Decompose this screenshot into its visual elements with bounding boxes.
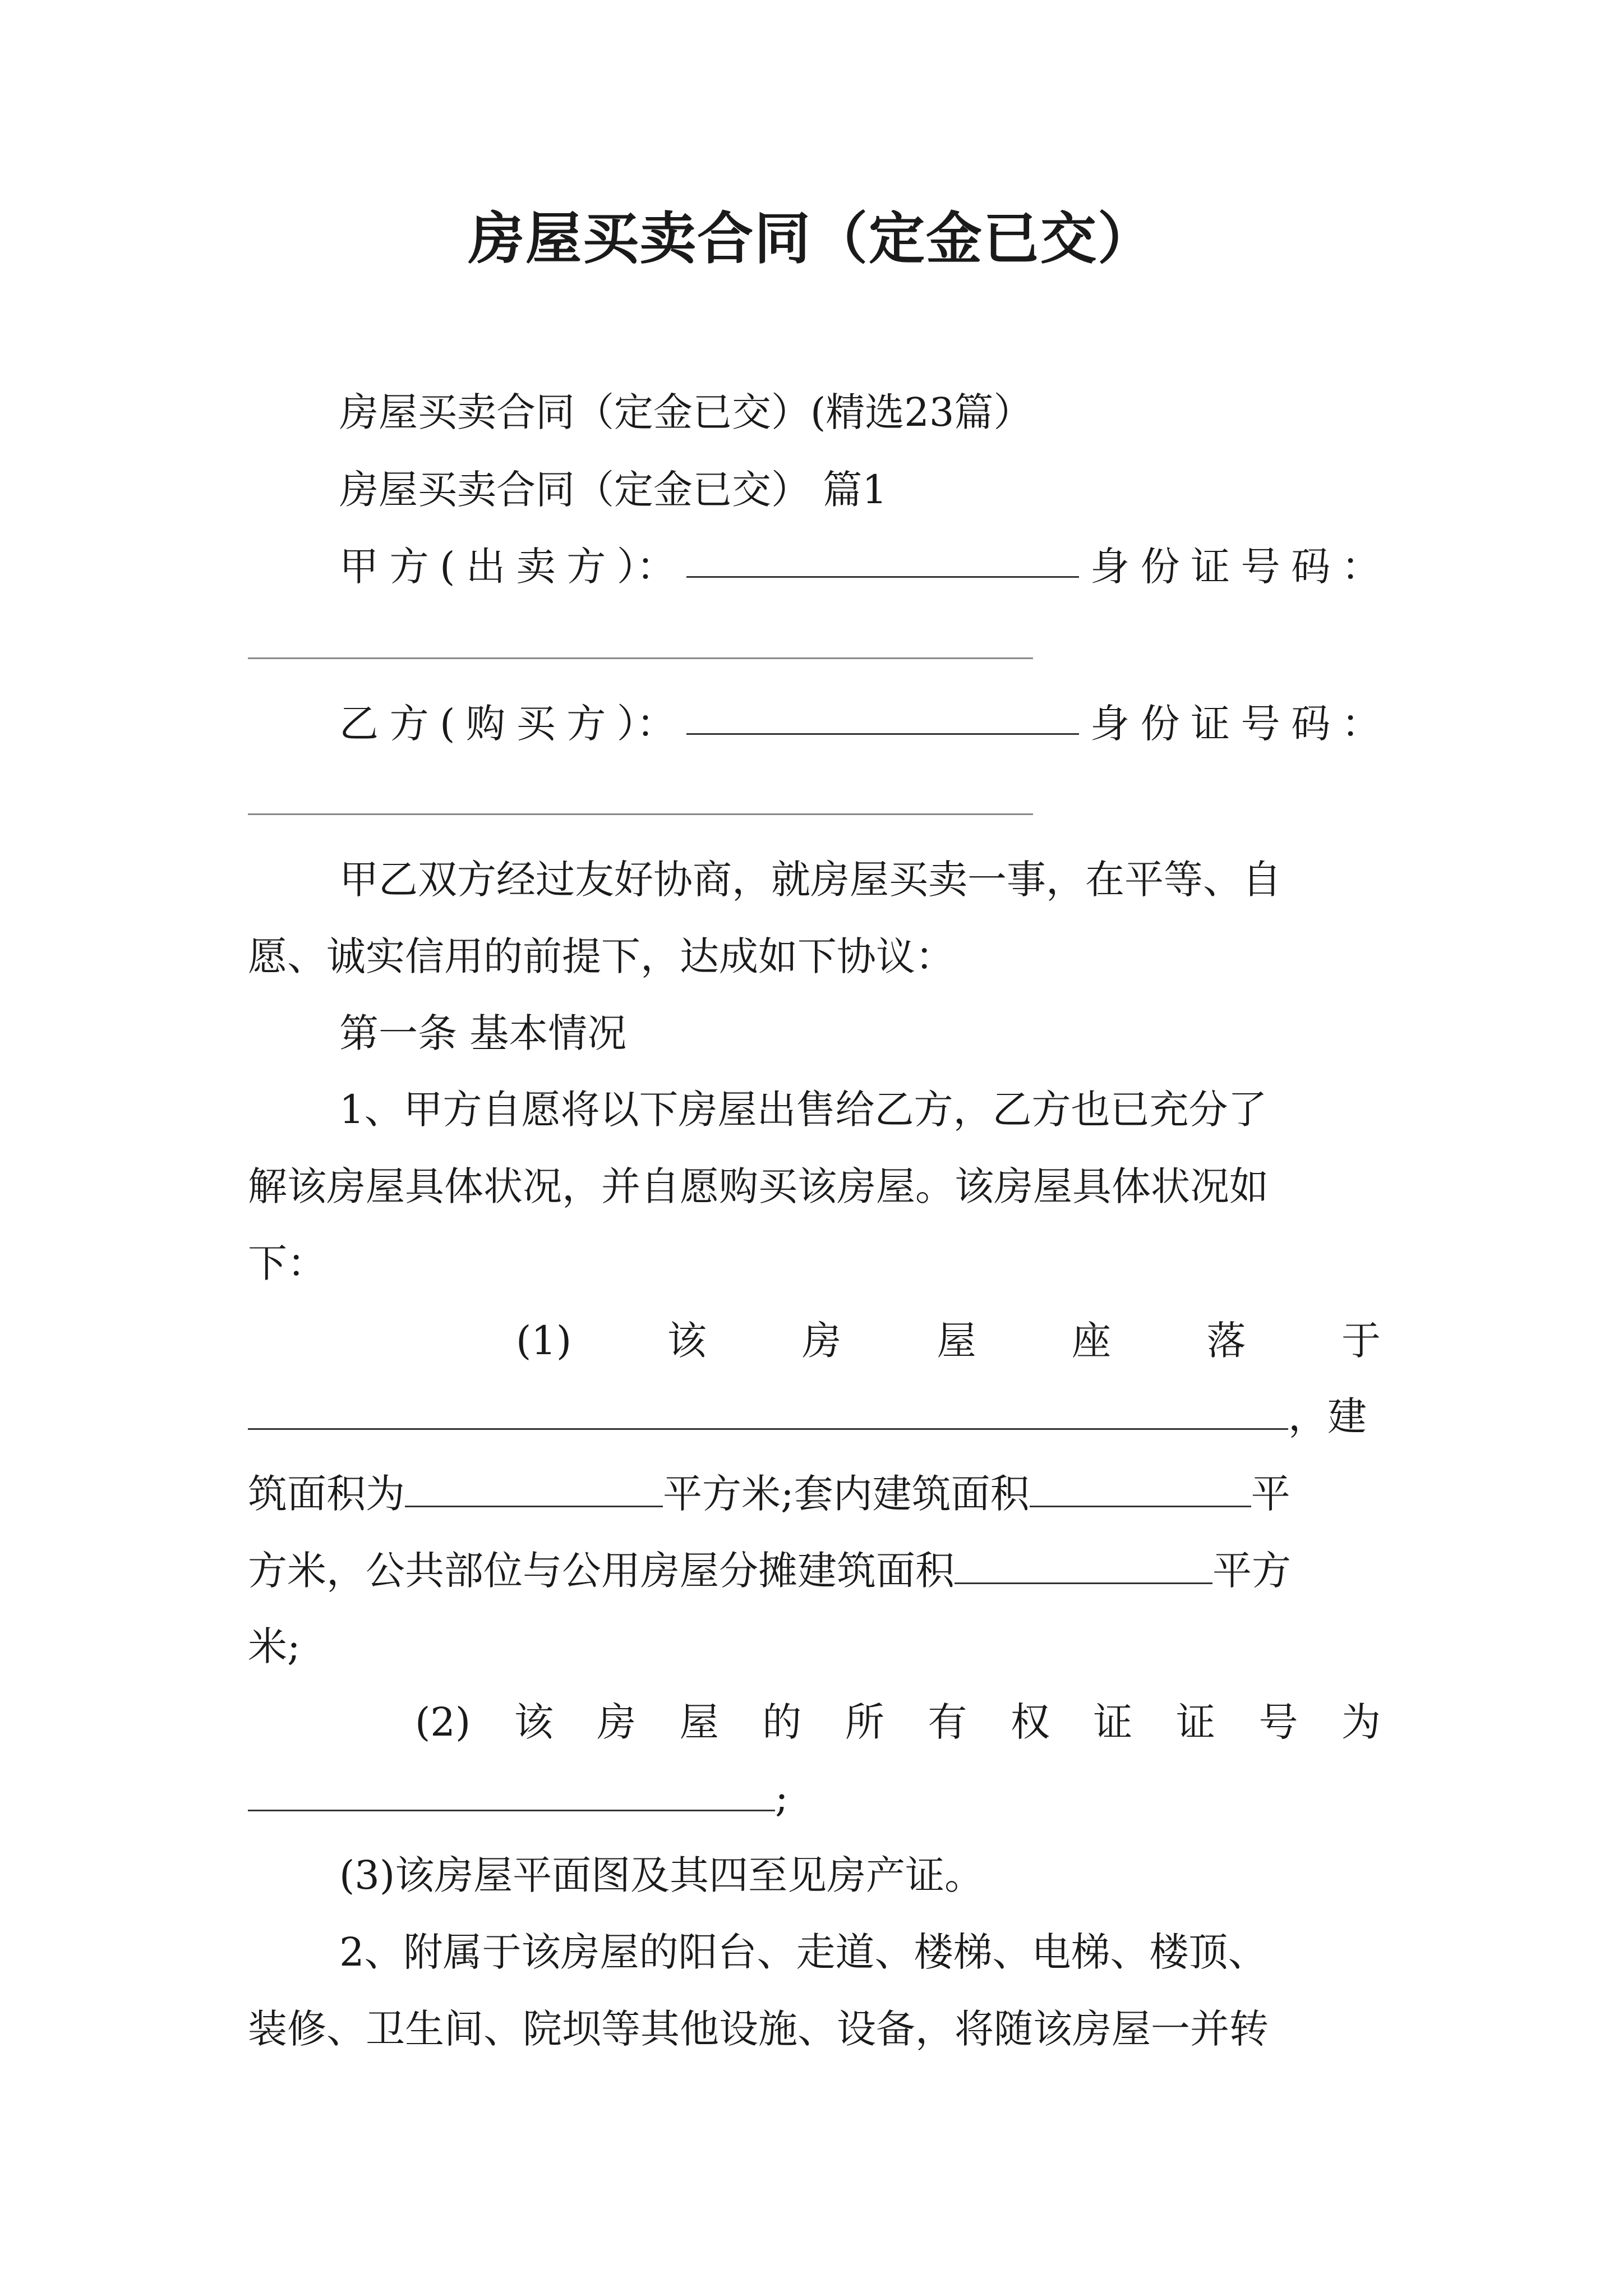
document-subtitle: 房屋买卖合同（定金已交）(精选23篇） (339, 389, 1033, 435)
item-1-char: 座 (1072, 1318, 1112, 1364)
item-2-char: 为 (1341, 1699, 1381, 1745)
party-b-char: 买 (516, 701, 556, 747)
party-a-char: 方 (389, 544, 429, 590)
inner-area-label: 平方米;套内建筑面积 (663, 1471, 1030, 1517)
item-1-line-3 (248, 1469, 1381, 1519)
certificate-number-blank (248, 1775, 775, 1811)
party-b-char: ）： (616, 701, 676, 747)
item-1-char: 该 (667, 1318, 707, 1364)
item-1-line-4 (248, 1545, 1381, 1596)
item-1-line-5: 米; (248, 1623, 301, 1669)
chapter-heading: 房屋买卖合同（定金已交） 篇1 (339, 467, 887, 513)
party-b-char: 乙 (339, 701, 379, 747)
item-2-line-2 (248, 1773, 1381, 1823)
item-2-char: 屋 (679, 1699, 719, 1745)
party-b-id-blank (248, 813, 1033, 815)
party-a-char: 号 (1241, 544, 1280, 590)
item-2-tail: ; (775, 1775, 789, 1821)
item-1-char: 落 (1206, 1318, 1246, 1364)
intro-line-2: 愿、诚实信用的前提下，达成如下协议： (248, 933, 955, 979)
party-a-char: ( (440, 544, 455, 590)
p2-line-1: 2、附属于该房屋的阳台、走道、楼梯、电梯、楼顶、 (339, 1929, 1267, 1975)
party-a-char: 份 (1140, 544, 1180, 590)
party-a-char: 出 (466, 544, 506, 590)
item-1-char: (1) (516, 1318, 572, 1364)
item-2-char: (2) (415, 1699, 471, 1745)
item-2-char: 证 (1175, 1699, 1215, 1745)
party-a-char: 甲 (339, 544, 379, 590)
item-1-char: 于 (1341, 1318, 1381, 1364)
party-a-name-blank (686, 541, 1079, 578)
item-2-char: 房 (597, 1699, 637, 1745)
party-b-char: 证 (1191, 701, 1230, 747)
party-a-char: 证 (1191, 544, 1230, 590)
party-b-char: 方 (566, 701, 606, 747)
party-a-char: ： (1341, 544, 1381, 590)
item-2-char: 证 (1093, 1699, 1133, 1745)
shared-area-blank (955, 1548, 1212, 1584)
party-b-char: ( (440, 701, 455, 747)
shared-area-label: 方米，公共部位与公用房屋分摊建筑面积 (248, 1548, 955, 1594)
item-1-line-2-tail: ，建 (1288, 1393, 1367, 1439)
party-b-char: 方 (389, 701, 429, 747)
party-a-char: 身 (1090, 544, 1129, 590)
party-b-name-blank (686, 698, 1079, 735)
party-b-line (339, 698, 1381, 749)
p1-line-1: 1、甲方自愿将以下房屋出售给乙方，乙方也已充分了 (339, 1087, 1267, 1133)
item-2-char: 号 (1258, 1699, 1298, 1745)
item-2-char: 所 (845, 1699, 884, 1745)
party-b-char: 购 (466, 701, 506, 747)
item-1-char: 屋 (937, 1318, 976, 1364)
party-b-char: 号 (1241, 701, 1280, 747)
item-1-char: 房 (802, 1318, 842, 1364)
item-1-line-1 (516, 1315, 1381, 1366)
shared-area-unit: 平方 (1212, 1548, 1291, 1594)
article-1-heading: 第一条 基本情况 (339, 1010, 627, 1056)
party-a-id-blank (248, 657, 1033, 659)
item-2-char: 的 (762, 1699, 802, 1745)
item-1-line-2 (248, 1391, 1381, 1442)
party-a-line (339, 541, 1381, 592)
party-a-char: 码 (1291, 544, 1331, 590)
intro-line-1: 甲乙双方经过友好协商，就房屋买卖一事，在平等、自 (339, 857, 1281, 903)
party-b-char: 份 (1140, 701, 1180, 747)
area-label: 筑面积为 (248, 1471, 405, 1517)
location-blank (248, 1393, 1288, 1430)
inner-area-unit: 平 (1251, 1471, 1290, 1517)
party-b-char: ： (1341, 701, 1381, 747)
party-a-char: 方 (566, 544, 606, 590)
area-blank (405, 1471, 663, 1507)
p1-line-3: 下： (248, 1240, 326, 1286)
document-title: 房屋买卖合同（定金已交） (468, 205, 1155, 272)
party-a-char: 卖 (516, 544, 556, 590)
party-b-char: 身 (1090, 701, 1129, 747)
inner-area-blank (1030, 1471, 1251, 1507)
party-a-char: ）： (616, 544, 676, 590)
item-2-char: 权 (1010, 1699, 1050, 1745)
item-2-char: 该 (514, 1699, 554, 1745)
item-2-line-1 (415, 1697, 1381, 1747)
party-b-char: 码 (1291, 701, 1331, 747)
p2-line-2: 装修、卫生间、院坝等其他设施、设备，将随该房屋一并转 (248, 2006, 1269, 2052)
item-3-line: (3)该房屋平面图及其四至见房产证。 (339, 1852, 984, 1898)
p1-line-2: 解该房屋具体状况，并自愿购买该房屋。该房屋具体状况如 (248, 1163, 1269, 1209)
item-2-char: 有 (928, 1699, 967, 1745)
